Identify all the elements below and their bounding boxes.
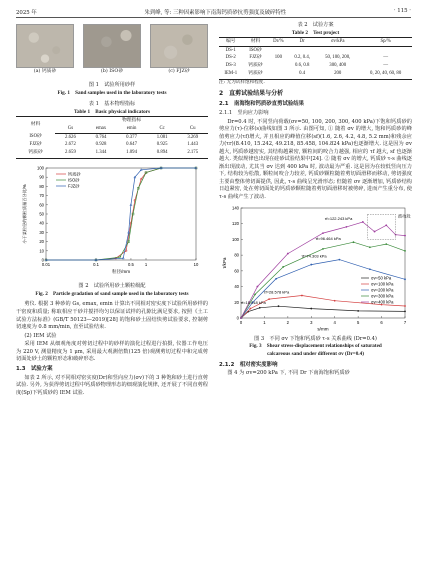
- data-point: [362, 221, 364, 223]
- table-cell: FJZ砂: [249, 55, 262, 61]
- legend-label: σv=200 kPa: [371, 287, 394, 293]
- x-tick-label: 2: [286, 320, 290, 326]
- table2-col: Dr/%: [269, 38, 289, 47]
- legend-label: 钙质砂: [68, 171, 81, 177]
- data-point: [240, 317, 242, 319]
- y-tick-label: 10: [39, 248, 44, 254]
- data-point: [301, 295, 303, 297]
- fluctuation-box: [368, 215, 396, 240]
- y-tick-label: 20: [39, 238, 44, 244]
- table-cell: 2.175: [177, 150, 208, 158]
- data-point: [404, 235, 406, 237]
- y-tick-label: 140: [232, 205, 239, 211]
- y-tick-label: 30: [39, 229, 44, 235]
- table2-col: Dr: [288, 38, 316, 47]
- fig2-gradation-chart: [16, 162, 208, 280]
- table1-caption: [16, 101, 208, 116]
- fig3-shear-chart: [219, 204, 412, 332]
- y-tick-label: 70: [39, 192, 44, 198]
- table-cell: 1.344: [86, 150, 117, 158]
- table-cell: 0.6, 0.8: [294, 63, 310, 69]
- table-row: [16, 142, 208, 150]
- section-heading: 2.1.2 相对密实度影响: [219, 361, 278, 368]
- data-point: [254, 294, 256, 296]
- paragraph: 采用 IEM 从细观角度对剪切过程中的砂样的演化过程进行拍摄, 仪器工作电压为 220 V, 测量精度为 1 μm, 采用最大观测倍数(125 倍)观测剪切过程中和完成剪切面处砂土的颗粒形态和破碎形态.: [16, 341, 208, 363]
- table2-col: 编号: [219, 38, 242, 47]
- table-cell: [359, 47, 412, 55]
- table1-group-header: 物理指标: [55, 117, 208, 125]
- table-cell: IEM-1: [219, 71, 242, 79]
- x-tick-label: 5: [356, 320, 360, 326]
- table-cell: 200: [316, 71, 359, 79]
- inset-label: 波动段: [397, 213, 411, 219]
- photo-label: (b) ISO砂: [100, 69, 124, 74]
- header-page: · 115 ·: [393, 8, 411, 14]
- sand-photo: [16, 24, 74, 68]
- table-cell: 300, 400: [329, 63, 347, 69]
- x-tick-label: 7: [403, 320, 407, 326]
- y-axis-label: 小于某粒径的颗粒质量百分比/%: [22, 184, 27, 244]
- data-point: [275, 278, 277, 280]
- data-point: [385, 244, 387, 246]
- table-row: [16, 150, 208, 158]
- data-point: [287, 253, 289, 255]
- x-tick-label: 6: [380, 320, 383, 326]
- y-axis-label: τ/kPa: [222, 257, 227, 269]
- data-point: [404, 311, 406, 313]
- photo-label: (c) FJZ砂: [168, 69, 190, 74]
- table1-col: Cc: [147, 125, 178, 133]
- legend-label: σv=400 kPa: [371, 299, 394, 305]
- running-header: [16, 8, 411, 18]
- data-point: [268, 299, 270, 301]
- table-row: [219, 71, 412, 79]
- x-tick-label: 0.1: [93, 261, 99, 267]
- y-tick-label: 40: [39, 220, 44, 226]
- x-tick-label: 10: [193, 261, 199, 267]
- table2-caption: [219, 22, 412, 37]
- table-cell: DS-1: [225, 47, 236, 53]
- table-cell: 0.2, 0.4,: [294, 55, 310, 61]
- y-tick-label: 90: [39, 174, 44, 180]
- y-tick-label: 120: [232, 221, 239, 227]
- y-tick-label: 80: [39, 183, 44, 189]
- x-axis-label: 粒径/mm: [111, 268, 131, 274]
- table1-caption-cn: 表 1 基本物理指标: [88, 101, 136, 108]
- photo-label: (a) 钙质砂: [33, 69, 57, 74]
- table-cell: 0.928: [95, 142, 107, 148]
- legend-label: σv=50 kPa: [371, 275, 392, 281]
- table2-caption-cn: 表 2 试验方案: [297, 22, 334, 28]
- table-cell: [269, 47, 289, 55]
- table-cell: [316, 47, 359, 55]
- peak-annotation: τf=74.303 kPa: [301, 253, 327, 259]
- y-tick-label: 0: [236, 315, 239, 321]
- table-row: [219, 55, 412, 63]
- data-point: [259, 307, 261, 309]
- sand-photo: [150, 24, 208, 68]
- table-cell: DS-2: [225, 55, 236, 61]
- section-heading: 2 直剪试验结果与分析: [219, 90, 284, 98]
- table2-col: Sp/%: [359, 38, 412, 47]
- paragraph: 如表 2 所示, 对不同相对密实度(Dr)和竖向应力(σv)下的 3 种饱和砂土进行直剪试验. 另外, 为获得剪切过程中钙质砂物理形态的细观演化规律, 还开展了不同直剪程度(Sp)下钙质砂的 IEM 试验.: [16, 374, 208, 396]
- y-tick-label: 60: [234, 268, 239, 274]
- paragraph: 剪仪. 根据 3 种砂的 Gs, emax, emin 计算出不同相对密实度下试验所用砂样的干密度和质量; 称取相应干砂并搅拌均匀以保证试样的孔隙比满足要求, 按照《土工试验方法标准》(GB/T 50123—2019)[28] 的饱和砂土固结快剪试验要求, 控制剪切速度为 0.8 mm/min, 直至试验结束.: [16, 301, 208, 331]
- data-point: [278, 306, 280, 308]
- table-cell: 钙质砂: [242, 71, 268, 79]
- data-point: [249, 308, 251, 310]
- table-cell: 1.443: [187, 142, 199, 148]
- x-tick-label: 0.5: [128, 261, 134, 267]
- table-cell: FJZ砂: [29, 142, 42, 148]
- x-tick-label: 0.01: [41, 261, 51, 267]
- photo-calcareous: [16, 24, 74, 74]
- data-point: [339, 259, 341, 261]
- data-point: [385, 225, 387, 227]
- table-cell: 2.626: [65, 134, 76, 140]
- peak-annotation: τf=122.243 kPa: [324, 216, 353, 222]
- table2-col: σv/kPa: [316, 38, 359, 47]
- y-tick-label: 40: [234, 284, 239, 290]
- table1-col: emin: [116, 125, 147, 133]
- fig1-caption-en: Fig. 1 Sand samples used in the laboratory tests: [57, 89, 167, 96]
- table1-caption-en: Table 1 Basic physical indicators: [73, 108, 151, 115]
- y-tick-label: 50: [39, 211, 44, 217]
- table-cell: 0.647: [126, 142, 137, 148]
- header-year: 2025 年: [16, 10, 37, 16]
- table-cell: 2.672: [65, 142, 76, 148]
- table2-caption-en: Table 2 Test project: [291, 29, 340, 36]
- fig3-caption-cn: 图 3 不同 σv 下饱和钙质砂 τ-s 关系曲线 (Dr=0.4): [254, 335, 377, 342]
- legend-label: FJZ砂: [68, 183, 80, 189]
- fig1-photos: [16, 24, 208, 82]
- table1-col-material: 材料: [16, 117, 55, 134]
- table-cell: 100: [274, 55, 282, 61]
- table-cell: [288, 47, 316, 55]
- table-cell: 0.925: [156, 142, 168, 148]
- table-cell: 0.377: [126, 134, 137, 140]
- peak-annotation: τf=28.578 kPa: [263, 289, 290, 295]
- data-point: [322, 248, 324, 250]
- fig1-caption-cn: 图 1 试验所用砂样: [88, 82, 136, 88]
- data-point: [334, 300, 336, 302]
- y-tick-label: 100: [232, 237, 239, 243]
- data-point: [404, 305, 406, 307]
- table1: [16, 116, 208, 159]
- table-cell: —: [383, 63, 389, 69]
- data-point: [357, 310, 359, 312]
- table2-note: 注: 无为试样饱和程度.: [219, 79, 265, 85]
- y-tick-label: 100: [37, 165, 44, 171]
- table-cell: ISO砂: [29, 134, 42, 140]
- table-row: [219, 47, 412, 55]
- table-cell: 钙质砂: [248, 63, 263, 69]
- peak-annotation: τf=15.018 kPa: [240, 300, 266, 306]
- table2: [219, 37, 412, 80]
- fig3-caption: [219, 336, 412, 359]
- table1-col: Gs: [55, 125, 86, 133]
- y-tick-label: 20: [234, 300, 239, 306]
- data-point: [404, 250, 406, 252]
- data-point: [257, 286, 259, 288]
- data-point: [404, 279, 406, 281]
- section-heading: 2.1 南海饱和钙质砂直剪试验结果: [219, 101, 305, 108]
- header-title: 朱到峰, 等: 三种因素影响下南海钙质砂抗剪强度及破碎特性: [144, 10, 287, 16]
- table1-col: emax: [86, 125, 117, 133]
- table-cell: 0.894: [147, 150, 178, 158]
- table-row: [219, 63, 412, 71]
- left-column: [16, 22, 208, 397]
- legend-label: σv=100 kPa: [371, 281, 394, 287]
- table2-col: 材料: [242, 38, 268, 47]
- table-cell: [269, 71, 289, 79]
- data-point: [369, 247, 371, 249]
- table-cell: 1.081: [156, 134, 168, 140]
- x-tick-label: 0: [239, 320, 243, 326]
- table-cell: 1.094: [116, 150, 147, 158]
- fig2-caption-cn: 图 2 试验所用砂土颗粒级配: [78, 283, 146, 290]
- subsection-heading: (2) IEM 试验: [24, 332, 57, 339]
- y-tick-label: 0: [41, 257, 44, 263]
- table-cell: 0, 20, 40, 60, 80: [359, 71, 412, 79]
- table1-col: Cu: [177, 125, 208, 133]
- data-point: [369, 269, 371, 271]
- data-point: [353, 242, 355, 244]
- legend-label: ISO砂: [68, 177, 80, 183]
- table-cell: DS-3: [225, 63, 236, 69]
- data-point: [310, 264, 312, 266]
- paragraph: Dr=0.4 时, 不同竖向荷载(σv=50, 100, 200, 300, 400 kPa)下饱和钙质砂的剪应力(τ)-位移(s)曲线如图 3 所示. 由图可知, ① 随着 σv 的增大, 饱和钙质砂的峰值剪应力(τf)增大, 并且相应的峰值位移(sf)(1.6, 2.6, 4.2, 4.8, 5.2 mm)和残余应力(τr)(8.410, 15.242, 49.218, 85.458, 104.824 kPa)也逐渐增大. 这是因为 σv 越大, 钙质砂越密实, 其结构越紧密, 颗粒间的咬合力越强, 相应的 τf 越大, sf 也逐渐越大. 类似规律也出现在硅砂试验结果中[24]. ② 随着 σv 的增大, 钙质砂 τ-s 曲线逐渐出现波动, 尤其当 σv 达到 400 kPa 时, 波动最为严重. 这是因为在较低竖向压力下, 结构较为松散, 颗粒间咬合力较差, 钙质砂颗粒随着剪切面滑移而移动, 剪切强度主要由整体剪切面提供, 因此, τ-s 曲线呈光滑形态; 但随着 σv 逐渐增加, 钙质砂结构日趋紧密, 处在剪切面处的钙质砂颗粒随着剪切面滑移时被剪碎, 进而产生重分布, 使 τ-s 曲线产生了波动.: [219, 118, 412, 200]
- data-point: [374, 231, 376, 233]
- subsection-heading: 2.1.1 竖向应力影响: [219, 110, 269, 116]
- fig1-caption: [16, 82, 208, 97]
- table-cell: 3.269: [187, 134, 199, 140]
- table-cell: 50, 100, 200,: [325, 55, 351, 61]
- sand-photo: [83, 24, 141, 68]
- data-point: [282, 266, 284, 268]
- right-column: [219, 22, 412, 378]
- table-cell: —: [383, 55, 389, 61]
- series-line-σv=50 kPa: [241, 307, 405, 319]
- table-cell: 0.4: [288, 71, 316, 79]
- photo-fjz: [150, 24, 208, 74]
- table-cell: ISO砂: [249, 47, 262, 53]
- y-tick-label: 60: [39, 202, 44, 208]
- data-point: [322, 233, 324, 235]
- paragraph: 图 4 为 σv=200 kPa 下, 不同 Dr 下南海饱和钙质砂: [227, 370, 350, 377]
- data-point: [310, 308, 312, 310]
- x-tick-label: 1: [263, 320, 266, 326]
- table-cell: 钙质砂: [16, 150, 55, 158]
- fig2-caption-en: Fig. 2 Particle gradation of sand sample used in the laboratory tests: [35, 290, 189, 297]
- x-tick-label: 3: [310, 320, 313, 326]
- legend-label: σv=300 kPa: [371, 293, 394, 299]
- photo-iso: [83, 24, 141, 74]
- table-row: [16, 134, 208, 142]
- fig3-caption-en: Fig. 3 Shear stress-displacement relationships of saturated: [249, 343, 382, 350]
- section-heading: 1.3 试验方案: [16, 365, 53, 372]
- table-cell: [269, 63, 289, 71]
- x-tick-label: 1: [144, 261, 148, 267]
- fig2-caption: [16, 283, 208, 298]
- peak-annotation: τf=96.464 kPa: [315, 236, 341, 242]
- table-cell: 0.764: [95, 134, 107, 140]
- fig3-caption-en2: calcareous sand under different σv (Dr=0.4): [267, 350, 364, 357]
- y-tick-label: 80: [234, 253, 239, 259]
- table-cell: 2.659: [55, 150, 86, 158]
- x-tick-label: 4: [333, 320, 336, 326]
- x-axis-label: s/mm: [317, 326, 329, 332]
- data-point: [346, 226, 348, 228]
